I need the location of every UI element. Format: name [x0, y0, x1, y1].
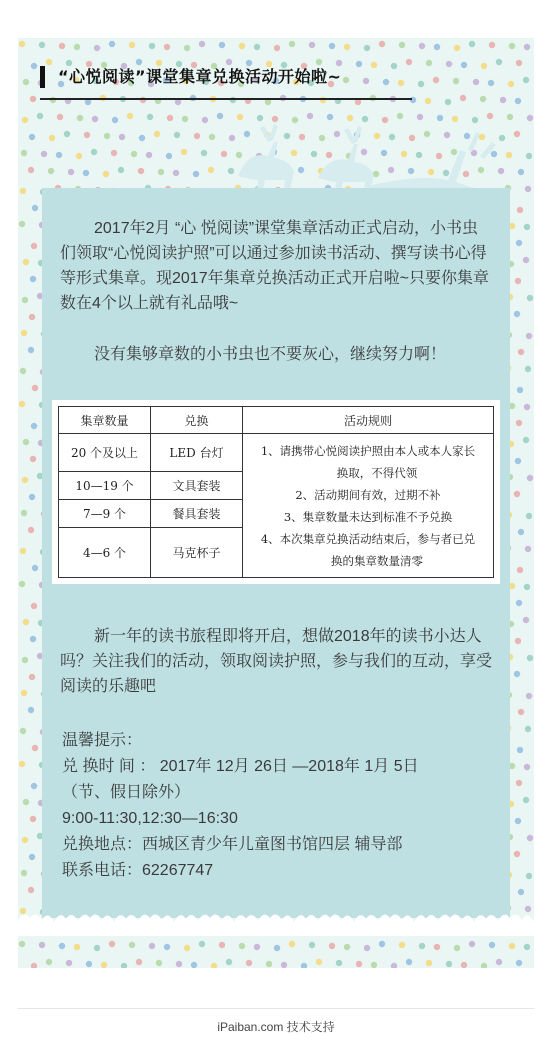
decor-dot: [211, 963, 217, 968]
decor-dot: [41, 151, 47, 157]
decor-dot: [119, 134, 125, 140]
decor-dot: [514, 851, 520, 857]
exchange-hours: 9:00-11:30,12:30—16:30: [62, 810, 238, 827]
decor-dot: [219, 42, 225, 48]
decor-dot: [154, 131, 160, 137]
decor-dot: [201, 150, 207, 156]
decor-dot: [473, 79, 479, 85]
decor-dot: [118, 167, 124, 173]
decor-dot: [525, 726, 531, 732]
decor-dot: [191, 962, 197, 968]
rule-1: 1、请携带心悦阅读护照由本人或本人家长: [260, 443, 476, 458]
decor-dot: [31, 963, 37, 968]
decor-dot: [167, 115, 173, 121]
decor-dot: [23, 79, 29, 85]
decor-dot: [454, 45, 460, 51]
decor-dot: [31, 423, 37, 429]
decor-dot: [19, 221, 25, 227]
prize-cell: 餐具套装: [151, 500, 243, 528]
decor-dot: [184, 945, 190, 951]
decor-dot: [127, 113, 133, 119]
intro-paragraph-2: 没有集够章数的小书虫也不要灰心，继续努力啊！: [94, 346, 447, 363]
decor-dot: [469, 941, 475, 947]
decor-dot: [20, 548, 26, 554]
decor-dot: [28, 887, 34, 893]
title-bar: [40, 62, 412, 100]
decor-dot: [289, 941, 295, 947]
decor-dot: [434, 44, 440, 50]
decor-dot: [28, 347, 34, 353]
decor-dot: [524, 44, 530, 50]
decor-dot: [379, 41, 385, 47]
decor-dot: [509, 943, 515, 949]
decor-dot: [309, 942, 315, 948]
rule-1-continued: 换取，不得代领: [336, 465, 418, 480]
decor-dot: [19, 761, 25, 767]
contact-phone: 联系电话：62267747: [62, 862, 214, 879]
decor-dot: [129, 942, 135, 948]
decor-dot: [371, 962, 377, 968]
decor-dot: [433, 77, 439, 83]
footer-divider: [18, 1008, 534, 1009]
decor-dot: [526, 513, 532, 519]
decor-dot: [329, 943, 335, 949]
decor-dot: [31, 63, 37, 69]
decor-dot: [30, 816, 36, 822]
decor-dot: [419, 43, 425, 49]
decor-dot: [23, 439, 29, 445]
decor-dot: [515, 458, 521, 464]
decor-dot: [91, 149, 97, 155]
decor-dot: [329, 43, 335, 49]
decor-dot: [139, 135, 145, 141]
decor-dot: [523, 77, 529, 83]
table-row: [59, 434, 494, 472]
decor-dot: [316, 959, 322, 965]
rule-2: 2、活动期间有效，过期不补: [295, 487, 441, 502]
rule-3: 3、集章数量未达到标准不予兑换: [283, 509, 453, 524]
column-header-rules: 活动规则: [243, 407, 494, 434]
decor-dot: [526, 873, 532, 879]
decor-dot: [164, 44, 170, 50]
decor-dot: [219, 942, 225, 948]
outro-paragraph: 新一年的读书旅程即将开启，想做2018年的读书小达人吗？关注我们的活动，领取阅读护照，参与我们的互动，享受阅读的乐趣吧: [60, 628, 493, 695]
decor-dot: [48, 168, 54, 174]
decor-dot: [136, 959, 142, 965]
decor-dot: [301, 963, 307, 968]
decor-dot: [173, 170, 179, 176]
decor-dot: [526, 153, 532, 159]
decor-dot: [508, 81, 514, 87]
decor-dot: [399, 42, 405, 48]
decor-dot: [20, 188, 26, 194]
decor-dot: [21, 330, 27, 336]
decor-dot: [515, 98, 521, 104]
exchange-place: 兑换地点：西城区青少年儿童图书馆四层 辅导部: [62, 836, 403, 853]
decor-dot: [31, 243, 37, 249]
decor-dot: [527, 655, 533, 661]
decor-dot: [32, 745, 38, 751]
decor-dot: [226, 959, 232, 965]
decor-dot: [149, 943, 155, 949]
decor-dot: [524, 224, 530, 230]
decor-dot: [239, 943, 245, 949]
decor-dot: [460, 95, 466, 101]
decor-dot: [20, 368, 26, 374]
decor-dot: [514, 311, 520, 317]
decor-dot: [518, 709, 524, 715]
decor-dot: [446, 61, 452, 67]
intro-paragraph-1: 2017年2月 “心 悦阅读”课堂集章活动正式启动，小书虫们领取“心悦阅读护照”可以通过参加读书活动、撰写读书心得等形式集章。现2017年集章兑换活动正式开启啦~只要你集章数在4个以上就有礼品哦~: [60, 220, 489, 312]
decor-dot: [184, 45, 190, 51]
decor-dot: [209, 134, 215, 140]
decor-dot: [32, 385, 38, 391]
decor-dot: [31, 783, 37, 789]
decor-dot: [194, 133, 200, 139]
decor-dot: [434, 944, 440, 950]
decor-dot: [29, 854, 35, 860]
decor-dot: [202, 117, 208, 123]
decor-dot: [453, 78, 459, 84]
decor-dot: [30, 456, 36, 462]
decor-dot: [182, 116, 188, 122]
rule-4-continued: 换的集章数量清零: [331, 553, 423, 568]
decor-dot: [246, 960, 252, 966]
prize-cell: 文具套装: [151, 472, 243, 500]
decor-dot: [454, 945, 460, 951]
decor-dot: [523, 797, 529, 803]
decor-dot: [164, 944, 170, 950]
decor-dot: [77, 115, 83, 121]
decor-dot: [68, 169, 74, 175]
decor-dot: [274, 945, 280, 951]
decor-dot: [364, 45, 370, 51]
decor-dot: [94, 945, 100, 951]
column-header-count: 集章数量: [59, 407, 151, 434]
decor-dot: [527, 475, 533, 481]
decor-dot: [496, 59, 502, 65]
stamp-count-cell: 20 个及以上: [59, 434, 151, 472]
decor-dot: [30, 636, 36, 642]
prize-cell: 马克杯子: [151, 528, 243, 578]
rule-4: 4、本次集章兑换活动结束后，参与者已兑: [260, 531, 476, 546]
decor-dot: [104, 133, 110, 139]
decor-dot: [92, 116, 98, 122]
decor-dot: [129, 42, 135, 48]
decor-dot: [156, 960, 162, 966]
decor-dot: [419, 943, 425, 949]
decor-dot: [21, 690, 27, 696]
decor-dot: [146, 152, 152, 158]
decor-dot: [23, 619, 29, 625]
decor-dot: [31, 603, 37, 609]
decor-dot: [121, 963, 127, 968]
decor-dot: [181, 149, 187, 155]
decor-dot: [489, 942, 495, 948]
decor-dot: [23, 259, 29, 265]
decor-dot: [254, 44, 260, 50]
decor-dot: [22, 657, 28, 663]
decor-dot: [309, 42, 315, 48]
decor-dot: [193, 171, 199, 177]
decor-dot: [66, 960, 72, 966]
decor-dot: [514, 491, 520, 497]
decor-dot: [336, 960, 342, 966]
stamp-count-cell: 10—19 个: [59, 472, 151, 500]
decor-dot: [289, 41, 295, 47]
decor-dot: [509, 43, 515, 49]
decor-dot: [526, 693, 532, 699]
decor-dot: [469, 41, 475, 47]
decor-dot: [86, 961, 92, 967]
decor-dot: [523, 617, 529, 623]
decor-dot: [517, 387, 523, 393]
decor-dot: [344, 944, 350, 950]
decor-dot: [517, 567, 523, 573]
decor-dot: [149, 43, 155, 49]
tips-heading: 温馨提示：: [62, 732, 143, 749]
decor-dot: [446, 961, 452, 967]
decor-dot: [22, 117, 28, 123]
decor-dot: [94, 45, 100, 51]
decor-dot: [418, 81, 424, 87]
decor-dot: [64, 131, 70, 137]
column-header-prize: 兑换: [151, 407, 243, 434]
decor-dot: [425, 98, 431, 104]
decor-dot: [22, 837, 28, 843]
decor-dot: [356, 961, 362, 967]
decor-dot: [76, 153, 82, 159]
decor-dot: [515, 638, 521, 644]
decor-dot: [28, 167, 34, 173]
page-title: “心悦阅读”课堂集章兑换活动开始啦~: [58, 67, 342, 86]
decor-dot: [174, 132, 180, 138]
decor-dot: [496, 959, 502, 965]
decor-dot: [523, 437, 529, 443]
decor-dot: [527, 115, 533, 121]
decor-dot: [158, 169, 164, 175]
decor-dot: [518, 529, 524, 535]
holiday-note: （节、假日除外）: [62, 784, 191, 801]
decor-dot: [21, 870, 27, 876]
decor-dot: [74, 944, 80, 950]
decor-dot: [518, 349, 524, 355]
exchange-time: 兑 换时 间 ： 2017年 12月 26日 —2018年 1月 5日: [62, 758, 419, 775]
decor-dot: [39, 42, 45, 48]
decor-dot: [49, 135, 55, 141]
decor-dot: [524, 584, 530, 590]
decor-dot: [208, 167, 214, 173]
decor-dot: [517, 747, 523, 753]
decor-dot: [524, 944, 530, 950]
decor-dot: [525, 186, 531, 192]
decor-dot: [406, 959, 412, 965]
stamp-count-cell: 4—6 个: [59, 528, 151, 578]
decor-dot: [19, 401, 25, 407]
decor-dot: [111, 150, 117, 156]
exchange-table: [58, 406, 494, 578]
exchange-table-card: [52, 400, 500, 584]
decor-dot: [445, 99, 451, 105]
decor-dot: [379, 941, 385, 947]
decor-dot: [524, 764, 530, 770]
decor-dot: [516, 240, 522, 246]
tips-section: [62, 728, 502, 884]
decor-dot: [112, 117, 118, 123]
decor-dot: [518, 889, 524, 895]
decor-dot: [525, 366, 531, 372]
decor-dot: [426, 60, 432, 66]
decor-dot: [515, 278, 521, 284]
decor-dot: [480, 96, 486, 102]
decor-dot: [516, 600, 522, 606]
decor-dot: [199, 41, 205, 47]
decor-dot: [281, 962, 287, 968]
decor-dot: [19, 41, 25, 47]
decor-dot: [32, 565, 38, 571]
decor-dot: [39, 942, 45, 948]
prize-cell: LED 台灯: [151, 434, 243, 472]
decor-dot: [489, 42, 495, 48]
decor-dot: [20, 728, 26, 734]
decor-dot: [101, 962, 107, 968]
decor-dot: [57, 114, 63, 120]
decor-dot: [399, 942, 405, 948]
decor-dot: [29, 674, 35, 680]
decor-dot: [147, 114, 153, 120]
decor-dot: [103, 171, 109, 177]
decor-dot: [518, 169, 524, 175]
decor-dot: [166, 153, 172, 159]
decor-dot: [131, 151, 137, 157]
decor-dot: [239, 43, 245, 49]
title-marker: [40, 66, 45, 88]
snow-edge: [18, 906, 534, 936]
decor-dot: [84, 132, 90, 138]
decor-dot: [266, 961, 272, 967]
decor-dot: [461, 62, 467, 68]
decor-dot: [30, 276, 36, 282]
decor-dot: [29, 314, 35, 320]
decor-dot: [527, 295, 533, 301]
decor-dot: [461, 962, 467, 968]
decor-dot: [74, 44, 80, 50]
decor-dot: [29, 134, 35, 140]
decor-dot: [56, 152, 62, 158]
decor-dot: [19, 581, 25, 587]
decor-dot: [28, 707, 34, 713]
decor-dot: [525, 546, 531, 552]
decor-dot: [32, 205, 38, 211]
decor-dot: [109, 41, 115, 47]
decor-dot: [527, 835, 533, 841]
decor-dot: [59, 43, 65, 49]
decor-dot: [344, 44, 350, 50]
decor-dot: [176, 961, 182, 967]
decor-dot: [22, 477, 28, 483]
decor-dot: [516, 960, 522, 966]
decor-dot: [22, 297, 28, 303]
decor-dot: [364, 945, 370, 951]
decor-dot: [516, 780, 522, 786]
decor-dot: [83, 170, 89, 176]
decor-dot: [37, 113, 43, 119]
footer-credit: iPaiban.com 技术支持: [217, 1020, 335, 1034]
decor-dot: [199, 941, 205, 947]
decor-dot: [109, 941, 115, 947]
decor-dot: [524, 404, 530, 410]
decor-dot: [21, 510, 27, 516]
stamp-count-cell: 7—9 个: [59, 500, 151, 528]
decor-dot: [30, 96, 36, 102]
rules-cell: [243, 434, 494, 578]
decor-dot: [514, 671, 520, 677]
decor-dot: [515, 818, 521, 824]
decor-dot: [481, 963, 487, 968]
decor-dot: [46, 959, 52, 965]
decor-dot: [28, 527, 34, 533]
decor-dot: [391, 963, 397, 968]
decor-dot: [481, 63, 487, 69]
decor-dot: [488, 80, 494, 86]
decor-dot: [500, 97, 506, 103]
decor-dot: [426, 960, 432, 966]
decor-dot: [516, 60, 522, 66]
decor-dot: [254, 944, 260, 950]
decor-dot: [523, 257, 529, 263]
decor-dot: [29, 494, 35, 500]
decor-dot: [59, 943, 65, 949]
decor-dot: [19, 941, 25, 947]
decor-dot: [21, 150, 27, 156]
decor-dot: [138, 168, 144, 174]
decor-dot: [274, 45, 280, 51]
decor-dot: [23, 799, 29, 805]
decor-dot: [517, 207, 523, 213]
decor-dot: [516, 420, 522, 426]
table-header-row: [59, 407, 494, 434]
decor-dot: [526, 333, 532, 339]
